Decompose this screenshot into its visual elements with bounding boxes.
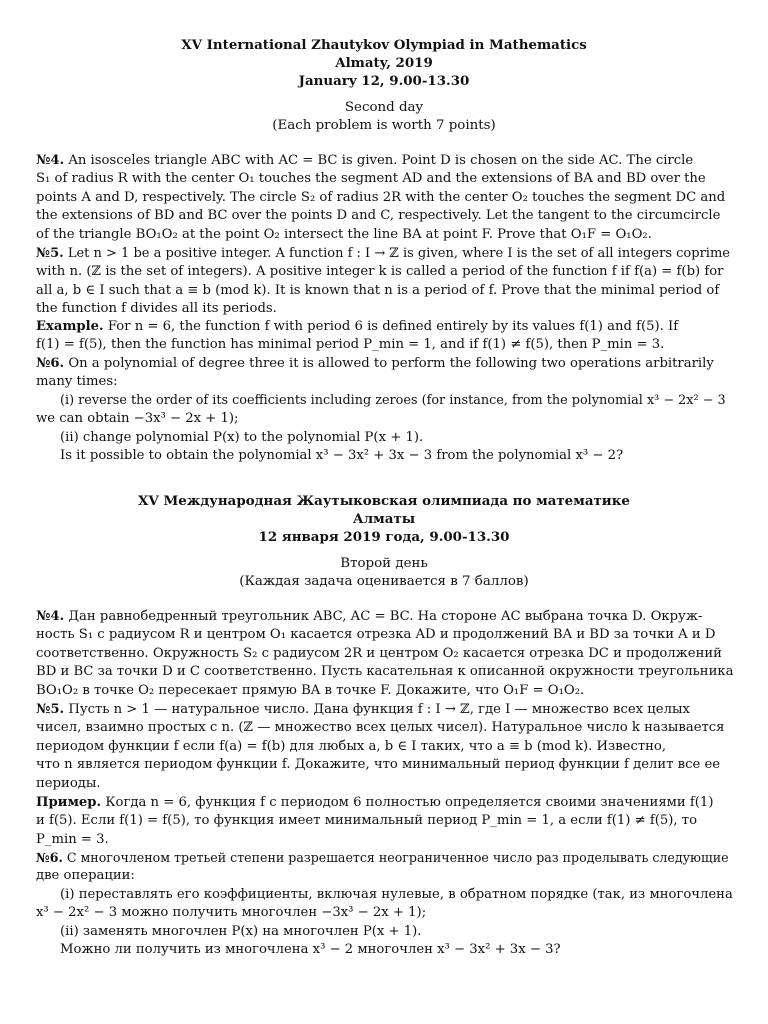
- ru-title: XV Международная Жаутыковская олимпиада по математике: [138, 493, 630, 509]
- ru-example: [36, 794, 734, 849]
- en-problem-4-line: points A and D, respectively. The circle S₂ of radius 2R with the center O₂ touches the segment DC and: [36, 189, 726, 205]
- ru-problem-6-line: две операции:: [36, 868, 135, 884]
- ru-problem-6: [36, 849, 734, 959]
- ru-problem-4: [36, 608, 734, 700]
- en-location: Almaty, 2019: [335, 55, 433, 71]
- ru-problem-4-label: №4.: [36, 609, 65, 624]
- ru-example-line: P_min = 3.: [36, 831, 109, 847]
- ru-problem-6-item: x³ − 2x² − 3 можно получить многочлен −3x³ − 2x + 1);: [36, 905, 427, 921]
- en-problem-4-label: №4.: [36, 153, 65, 168]
- ru-problem-4-line: BO₁O₂ в точке O₂ пересекает прямую BA в точке F. Докажите, что O₁F = O₁O₂.: [36, 682, 585, 698]
- en-problem-5-line: the function f divides all its periods.: [36, 301, 277, 317]
- ru-problem-4-line: соответственно. Окружность S₂ с радиусом 2R и центром O₂ касается отрезка DC и продолжений: [36, 645, 722, 661]
- en-title: XV International Zhautykov Olympiad in Mathematics: [181, 37, 587, 53]
- ru-problem-5-label: №5.: [36, 702, 65, 717]
- en-date: January 12, 9.00-13.30: [298, 73, 470, 89]
- en-example-line: f(1) = f(5), then the function has minimal period P_min = 1, and if f(1) ≠ f(5), then P_min = 3.: [36, 337, 665, 353]
- ru-problem-4-line: ность S₁ с радиусом R и центром O₁ касается отрезка AD и продолжений BA и BD за точки A и D: [36, 627, 716, 643]
- en-problem-4-line: An isosceles triangle ABC with AC = BC is given. Point D is chosen on the side AC. The circle: [68, 153, 694, 168]
- ru-problem-4-line: BD и BC за точки D и C соответственно. Пусть касательная к описанной окружности треугольника: [36, 664, 734, 680]
- ru-problem-4-line: Дан равнобедренный треугольник ABC, AC = BC. На стороне AC выбрана точка D. Окруж-: [68, 609, 703, 624]
- en-problem-6-item: (i) reverse the order of its coefficients including zeroes (for instance, from the polynomial x³ − 2x² − 3: [60, 392, 726, 408]
- ru-problem-6-label: №6.: [36, 850, 63, 865]
- en-problem-5-label: №5.: [36, 246, 64, 261]
- en-problem-6-line: On a polynomial of degree three it is allowed to perform the following two operations arbitrarily: [68, 356, 714, 371]
- ru-location: Алматы: [352, 511, 416, 527]
- ru-example-line: Когда n = 6, функция f с периодом 6 полностью определяется своими значениями f(1): [105, 795, 714, 810]
- ru-problem-5-line: что n является периодом функции f. Докажите, что минимальный период функции f делит все ее: [36, 757, 721, 773]
- en-problem-5-line: with n. (ℤ is the set of integers). A positive integer k is called a period of the function f if f(a) = f(b) for: [36, 264, 724, 280]
- en-problem-6-label: №6.: [36, 356, 65, 371]
- en-example-label: Example.: [36, 319, 104, 334]
- en-problem-6: [36, 355, 734, 465]
- ru-problem-5-line: чисел, взаимно простых с n. (ℤ — множество всех целых чисел). Натуральное число k называется: [36, 720, 725, 736]
- en-problem-6-line: many times:: [36, 374, 118, 390]
- ru-example-line: и f(5). Если f(1) = f(5), то функция имеет минимальный период P_min = 1, а если f(1) ≠ f(5), то: [36, 813, 698, 829]
- ru-problem-5-line: Пусть n > 1 — натуральное число. Дана функция f : I → ℤ, где I — множество всех целых: [68, 702, 690, 717]
- ru-problem-6-line: С многочленом третьей степени разрешается неограниченное число раз проделывать следующие: [66, 850, 729, 865]
- en-problem-6-item: (ii) change polynomial P(x) to the polynomial P(x + 1).: [60, 429, 424, 445]
- ru-points-note: (Каждая задача оценивается в 7 баллов): [239, 574, 529, 589]
- en-problem-6-item: we can obtain −3x³ − 2x + 1);: [36, 411, 239, 427]
- en-problem-5-line: all a, b ∈ I such that a ≡ b (mod k). It is known that n is a period of f. Prove that the minimal period of: [36, 282, 720, 298]
- ru-date: 12 января 2019 года, 9.00-13.30: [258, 529, 510, 545]
- en-day: Second day: [344, 100, 424, 115]
- en-problem-4-line: S₁ of radius R with the center O₁ touches the segment AD and the extensions of BA and BD over the: [36, 171, 706, 187]
- ru-problem-6-item: (ii) заменять многочлен P(x) на многочлен P(x + 1).: [60, 923, 422, 939]
- ru-problem-5: [36, 701, 734, 793]
- en-problem-4-line: the extensions of BD and BC over the points D and C, respectively. Let the tangent to the circumcircle: [36, 208, 721, 224]
- en-problem-4: [36, 152, 734, 244]
- en-problem-5: [36, 245, 734, 319]
- en-problem-4-line: of the triangle BO₁O₂ at the point O₂ intersect the line BA at point F. Prove that O₁F = O₁O₂.: [36, 226, 652, 242]
- en-points-note: (Each problem is worth 7 points): [272, 118, 496, 133]
- ru-day: Второй день: [340, 556, 428, 571]
- en-problem-6-question: Is it possible to obtain the polynomial x³ − 3x² + 3x − 3 from the polynomial x³ − 2?: [60, 448, 624, 464]
- ru-problem-5-line: периодом функции f если f(a) = f(b) для любых a, b ∈ I таких, что a ≡ b (mod k). Известно,: [36, 738, 667, 754]
- ru-example-label: Пример.: [36, 795, 102, 810]
- ru-problem-6-question: Можно ли получить из многочлена x³ − 2 многочлен x³ − 3x² + 3x − 3?: [60, 942, 561, 958]
- ru-problem-6-item: (i) переставлять его коэффициенты, включая нулевые, в обратном порядке (так, из многочлена: [60, 886, 733, 902]
- en-problem-5-line: Let n > 1 be a positive integer. A function f : I → ℤ is given, where I is the set of all integers coprime: [67, 246, 730, 261]
- ru-problem-5-line: периоды.: [36, 775, 101, 791]
- en-example-line: For n = 6, the function f with period 6 is defined entirely by its values f(1) and f(5). If: [107, 319, 679, 334]
- en-example: [36, 318, 734, 355]
